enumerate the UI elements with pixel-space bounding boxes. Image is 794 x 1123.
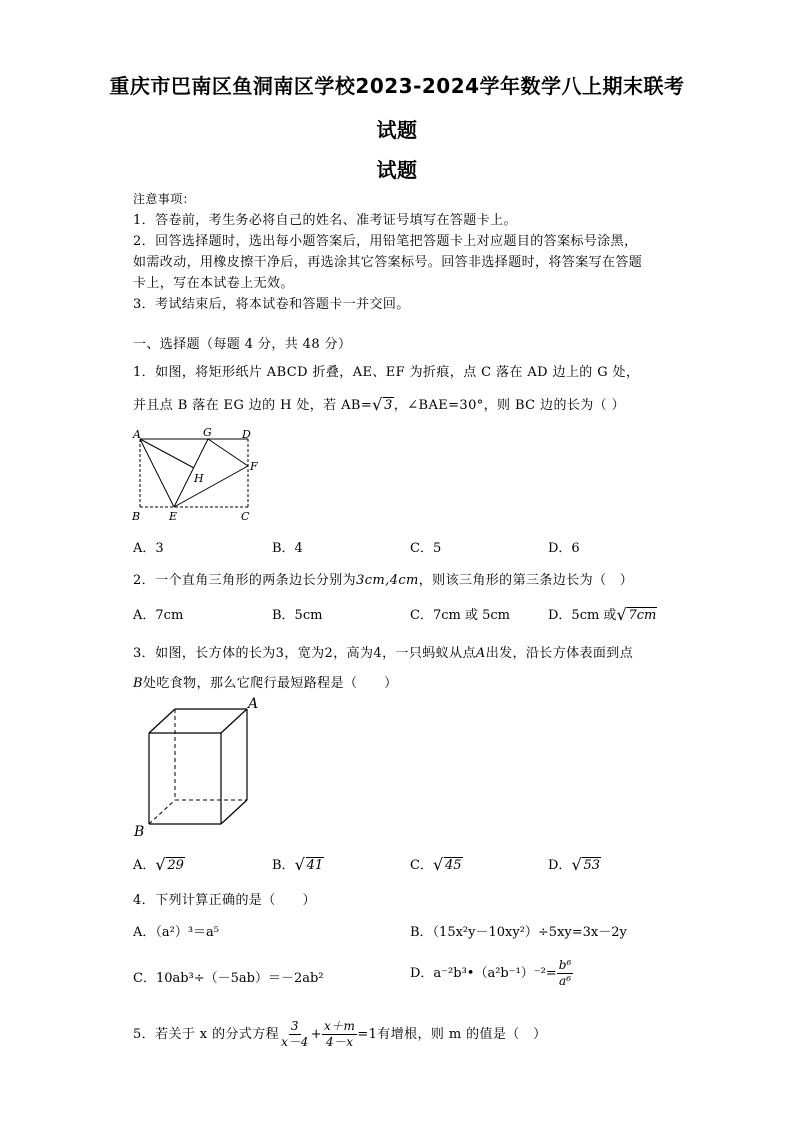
- q4-option-b: B．（15x²y－10xy²）÷5xy=3x－2y: [410, 925, 627, 940]
- q1-option-d: D．6: [548, 541, 580, 556]
- radical-icon: √: [571, 855, 582, 874]
- q1-line2-a: 并且点 B 落在 EG 边的 H 处，若 AB=: [133, 398, 373, 413]
- label-A: A: [133, 428, 141, 441]
- q1-sqrt: [372, 395, 394, 414]
- label-H: H: [194, 472, 204, 485]
- q2-option-b: B．5cm: [272, 608, 323, 623]
- fraction-denominator: a⁶: [559, 974, 572, 988]
- q1-figure: [128, 424, 260, 524]
- q3-option-a-label: A．: [133, 858, 156, 873]
- q3-line1-a: 3．如图，长方体的长为3，宽为2，高为4，一只蚂蚁从点: [133, 646, 476, 661]
- label-A: A: [248, 696, 259, 712]
- q3-option-c: [410, 854, 463, 873]
- q3-option-c-label: C．: [410, 858, 433, 873]
- q2-option-d: [548, 604, 657, 623]
- radical-icon: √: [372, 395, 383, 414]
- fraction-denominator: 4－x: [325, 1035, 354, 1049]
- plus-sign: +: [310, 1027, 322, 1042]
- q4-option-a: A．（a²）³＝a⁵: [133, 925, 220, 940]
- radical-icon: √: [155, 855, 166, 874]
- q3-var-b: B: [133, 676, 143, 691]
- section-heading: 一、选择题（每题 4 分，共 48 分）: [133, 337, 352, 352]
- q2-option-a: A．7cm: [133, 608, 184, 623]
- q3-line2-b: 处吃食物，那么它爬行最短路程是（ ）: [142, 676, 398, 691]
- q2-values: 3cm,4cm: [356, 573, 419, 588]
- q3-line1: [133, 642, 633, 661]
- q3-var-a: A: [475, 646, 486, 661]
- q3-option-d-sqrt: [571, 855, 601, 874]
- q2-option-d-text: D．5cm 或: [548, 608, 617, 623]
- notice-item-1: 1．答卷前，考生务必将自己的姓名、准考证号填写在答题卡上。: [133, 213, 517, 228]
- fraction-numerator: 3: [290, 1019, 299, 1033]
- q2-radicand: 7cm: [628, 608, 657, 623]
- q3-option-d-radicand: 53: [583, 858, 600, 873]
- q1-line2: [133, 394, 625, 413]
- q4-option-d-text: D．a⁻²b³•（a²b⁻¹）⁻²=: [410, 966, 557, 981]
- label-E: E: [169, 510, 178, 523]
- q3-option-d: [548, 854, 601, 873]
- q1-option-a: A．3: [133, 541, 164, 556]
- fraction-denominator: x－4: [281, 1035, 309, 1049]
- radical-icon: √: [616, 605, 627, 624]
- q3-option-a-radicand: 29: [167, 858, 184, 873]
- q2-stem-a: 2．一个直角三角形的两条边长分别为: [133, 573, 357, 588]
- q3-option-b-sqrt: [294, 855, 325, 874]
- notice-heading: 注意事项：: [133, 192, 196, 206]
- label-B: B: [132, 510, 141, 523]
- q4-option-d: [410, 958, 573, 989]
- q5-fraction-1: [279, 1019, 311, 1050]
- q1-radicand: 3: [384, 398, 393, 413]
- q1-option-b: B．4: [272, 541, 303, 556]
- fraction-numerator: b⁶: [558, 958, 572, 972]
- label-G: G: [203, 426, 212, 439]
- page-subtitle: 试题: [376, 158, 418, 182]
- q3-option-a-sqrt: [155, 855, 185, 874]
- q3-option-a: [133, 854, 185, 873]
- q1-line1: 1．如图，将矩形纸片 ABCD 折叠，AE、EF 为折痕，点 C 落在 AD 边上的 G 处，: [133, 365, 640, 380]
- page-title-line2: 试题: [376, 118, 418, 142]
- q5-fraction-2: [322, 1019, 357, 1050]
- q1-option-c: C．5: [410, 541, 442, 556]
- q4-option-c: C．10ab³÷（－5ab）＝－2ab²: [133, 971, 324, 986]
- q5-stem: [133, 1019, 547, 1050]
- notice-item-2a: 2．回答选择题时，选出每小题答案后，用铅笔把答题卡上对应题目的答案标号涂黑，: [133, 234, 638, 249]
- radical-icon: √: [432, 855, 444, 874]
- radical-icon: √: [294, 855, 305, 874]
- notice-item-3: 3．考试结束后，将本试卷和答题卡一并交回。: [133, 297, 410, 312]
- q2-stem: [133, 569, 633, 588]
- q5-stem-b: =1有增根，则 m 的值是（ ）: [357, 1027, 547, 1042]
- q3-option-b-radicand: 41: [306, 858, 324, 873]
- label-D: D: [242, 428, 251, 441]
- q4-stem: 4．下列计算正确的是（ ）: [133, 893, 316, 908]
- label-C: C: [241, 510, 250, 523]
- page-title: 重庆市巴南区鱼洞南区学校2023-2024学年数学八上期末联考: [109, 74, 685, 98]
- q3-line2: [133, 672, 398, 691]
- q3-option-b-label: B．: [272, 858, 295, 873]
- q5-stem-a: 5．若关于 x 的分式方程: [133, 1027, 280, 1042]
- q3-figure: [130, 694, 265, 839]
- q2-sqrt: [616, 605, 657, 624]
- notice-item-2c: 卡上，写在本试卷上无效。: [133, 276, 294, 291]
- label-F: F: [250, 460, 258, 473]
- q3-option-b: [272, 854, 324, 873]
- q3-option-c-radicand: 45: [444, 858, 462, 873]
- notice-item-2b: 如需改动，用橡皮擦干净后，再选涂其它答案标号。回答非选择题时，将答案写在答题: [133, 255, 643, 270]
- q3-option-c-sqrt: [432, 855, 463, 874]
- q2-stem-c: ，则该三角形的第三条边长为（ ）: [418, 573, 634, 588]
- q2-option-c: C．7cm 或 5cm: [410, 608, 510, 623]
- label-B: B: [134, 824, 145, 839]
- q1-line2-b: ，∠BAE=30°，则 BC 边的长为（ ）: [393, 398, 625, 413]
- fraction-numerator: x＋m: [323, 1019, 356, 1033]
- q4-option-d-fraction: [557, 958, 574, 989]
- q3-line1-b: 出发，沿长方体表面到点: [485, 646, 634, 661]
- q3-option-d-label: D．: [548, 858, 572, 873]
